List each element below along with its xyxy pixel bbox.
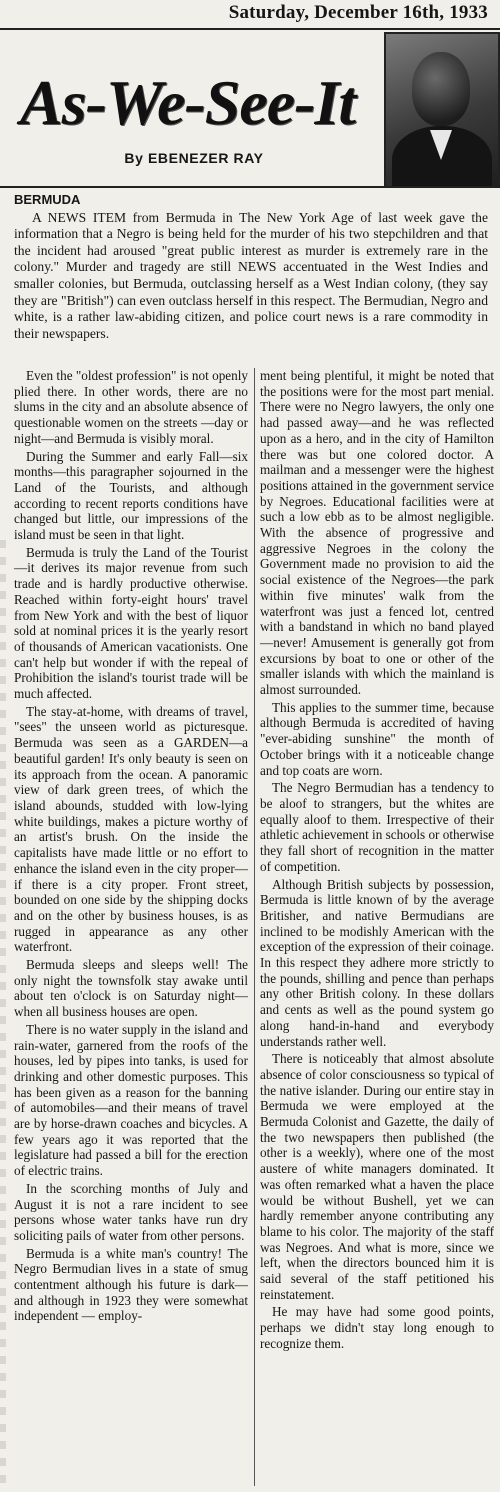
column-header	[6, 32, 382, 182]
paragraph: During the Summer and early Fall—six months—this paragrapher sojourned in the Land of the Tourists, and although according to recent reports conditions have changed but little, our impressions of the island must be seen in that light.	[14, 448, 248, 543]
dateline: Saturday, December 16th, 1933	[228, 2, 488, 23]
torn-left-edge	[0, 540, 6, 1490]
paragraph: Bermuda sleeps and sleeps well! The only night the townsfolk stay awake until about ten o'clock is on Saturday night—when all business houses are open.	[14, 957, 248, 1020]
paragraph: The stay-at-home, with dreams of travel, "sees" the unseen world as picturesque. Bermuda was seen as a GARDEN—a beautiful garden! It's only beauty is seen on its approach from the ocean. A panoramic view of dark green trees, of which the island abounds, studded with low-lying white buildings, makes a picture worthy of an artist's brush. On the inside the capitalists have made little or no effort to enhance the island even in the city proper—if there is a city proper. Front street, bounded on one side by the shipping docks and on the other by business houses, is as rugged in appearance as any other waterfront.	[14, 703, 248, 955]
paragraph: ment being plentiful, it might be noted that the positions were for the most part menial. There were no Negro lawyers, the only one had passed away—and he was reflected upon as a hero, and in the city of Hamilton there was but one colored doctor. A mailman and a messenger were the highest positions attained in the government service by Negroes. Educational facilities were at such a low ebb as to be almost negligible. With the absence of progressive and aggressive Negroes in the colony the Government made no provision to aid the social existence of the Negroes—the park within five minutes' walk from the waterfront was just a fenced lot, centred with a bandstand in which no band played—never! Amusement is generally got from excursions by boat to one or other of the smaller islands with which the mainland is almost surrounded.	[260, 368, 494, 698]
header-rule	[0, 186, 500, 188]
paragraph: Bermuda is truly the Land of the Tourist—it derives its major revenue from such trade and is hardly productive otherwise. Reached within forty-eight hours' travel from New York and with the best of liquor sold at nominal prices it is the yearly resort of thousands of American vacationists. One can't help but wonder if with the repeal of Prohibition the island's tourist trade will be much affected.	[14, 544, 248, 702]
top-rule	[0, 28, 500, 30]
paragraph: There is noticeably that almost absolute absence of color consciousness so typical of the native islander. During our entire stay in Bermuda we were employed at the Bermuda Colonist and Gazette, the daily of the two newspapers then published (the other is a weekly), where one of the most austere of white managers dominated. It was often remarked what a haven the place would be without Bushell, yet we can hardly remember anyone contributing any blame to his color. The majority of the staff was Negroes. And what is more, since we left, when the directors bounced him it is said several of the staff petitioned his reinstatement.	[260, 1051, 494, 1302]
paragraph: This applies to the summer time, because although Bermuda is accredited of having "ever-abiding sunshine" the month of October brings with it a noticeable change and top coats are worn.	[260, 699, 494, 778]
paragraph: In the scorching months of July and August it is not a rare incident to see persons whose water tanks have run dry soliciting pails of water from other persons.	[14, 1180, 248, 1243]
column-divider	[254, 368, 255, 1486]
author-portrait	[384, 32, 500, 188]
left-column	[14, 368, 248, 1326]
paragraph: Although British subjects by possession, Bermuda is little known of by the average Britisher, and native Bermudians are inclined to be modishly American with the exception of the expression of their coinage. In this respect they adhere more strictly to the pounds, shilling and pence than perhaps any other British colony. In these dollars and cents as well as the pound system go along hand-in-hand and everybody understands rather well.	[260, 876, 494, 1049]
paragraph: There is no water supply in the island and rain-water, garnered from the roofs of the houses, led by pipes into tanks, is used for drinking and other domestic purposes. This has been given as a reason for the banning of automobiles—and their means of travel are by horse-drawn coaches and bicycles. A few years ago it was reported that the legislature had passed a bill for the erection of electric trains.	[14, 1021, 248, 1179]
paragraph: The Negro Bermudian has a tendency to be aloof to strangers, but the whites are equally aloof to them. Irrespective of their athletic achievement in schools or otherwise they fall short of recognition in the matter of competition.	[260, 780, 495, 874]
paragraph: Bermuda is a white man's country! The Negro Bermudian lives in a state of smug contentment although his future is dark—and although in 1923 they were somewhat independent — employ-	[14, 1245, 248, 1324]
right-column	[260, 368, 494, 1354]
column-title: As-We-See-It	[20, 67, 356, 138]
byline: By EBENEZER RAY	[124, 150, 264, 166]
section-heading: BERMUDA	[14, 192, 81, 207]
paragraph: He may have had some good points, perhaps we didn't stay long enough to recognize them.	[260, 1304, 494, 1351]
intro-paragraph-block	[14, 192, 488, 342]
intro-paragraph: A NEWS ITEM from Bermuda in The New York Age of last week gave the information that a Negro is being held for the murder of his two stepchildren and that the incident had aroused "great public interest as murder is extremely rare in the colony." Murder and tragedy are still NEWS accentuated in the West Indies and smaller colonies, but Bermuda, outclassing herself as a West Indian colony, (they say they are "British") can even outclass herself in this respect. The Bermudian, Negro and white, is a rather law-abiding citizen, and police court news is a rare commodity in their newspapers.	[14, 209, 488, 341]
paragraph: Even the "oldest profession" is not openly plied there. In other words, there are no slums in the city and an absolute absence of questionable women on the streets —day or night—and Bermuda is visibly moral.	[14, 368, 248, 446]
